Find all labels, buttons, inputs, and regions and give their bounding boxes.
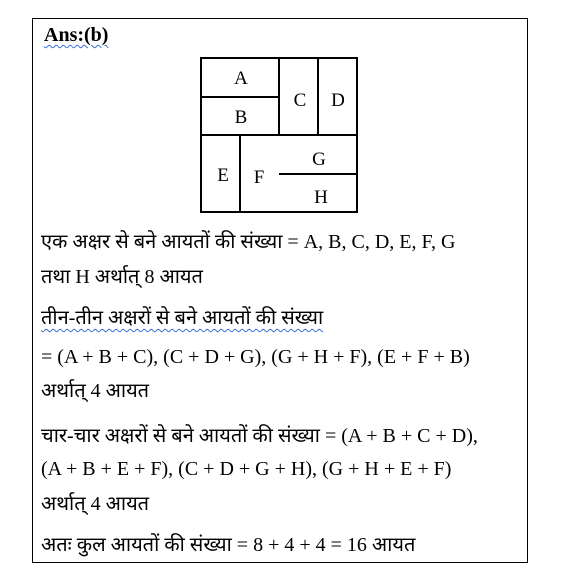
cell-label-c: C: [293, 90, 307, 111]
cell-label-b: B: [234, 107, 248, 128]
cell-label-h: H: [314, 187, 328, 208]
cell-label-f: F: [253, 167, 265, 188]
three-letter-heading: तीन-तीन अक्षरों से बने आयतों की संख्या: [41, 307, 324, 329]
four-letter-total: अर्थात् 4 आयत: [41, 493, 150, 515]
three-letter-combinations: = (A + B + C), (C + D + G), (G + H + F), (E + F + B): [41, 346, 470, 368]
grand-total: अतः कुल आयतों की संख्या = 8 + 4 + 4 = 16 आयत: [41, 534, 416, 556]
single-letter-rectangles: एक अक्षर से बने आयतों की संख्या = A, B, C, D, E, F, G: [41, 231, 456, 253]
cell-label-a: A: [234, 68, 248, 89]
cell-label-e: E: [217, 165, 229, 186]
answer-label: Ans:(b): [44, 24, 109, 46]
four-letter-combinations: (A + B + E + F), (C + D + G + H), (G + H + E + F): [41, 458, 452, 480]
single-letter-total: तथा H अर्थात् 8 आयत: [41, 266, 203, 288]
four-letter-heading: चार-चार अक्षरों से बने आयतों की संख्या = (A + B + C + D),: [41, 425, 478, 447]
three-letter-total: अर्थात् 4 आयत: [41, 380, 150, 402]
cell-label-d: D: [331, 90, 345, 111]
rectangle-figure: [200, 57, 358, 213]
cell-label-g: G: [312, 149, 326, 170]
